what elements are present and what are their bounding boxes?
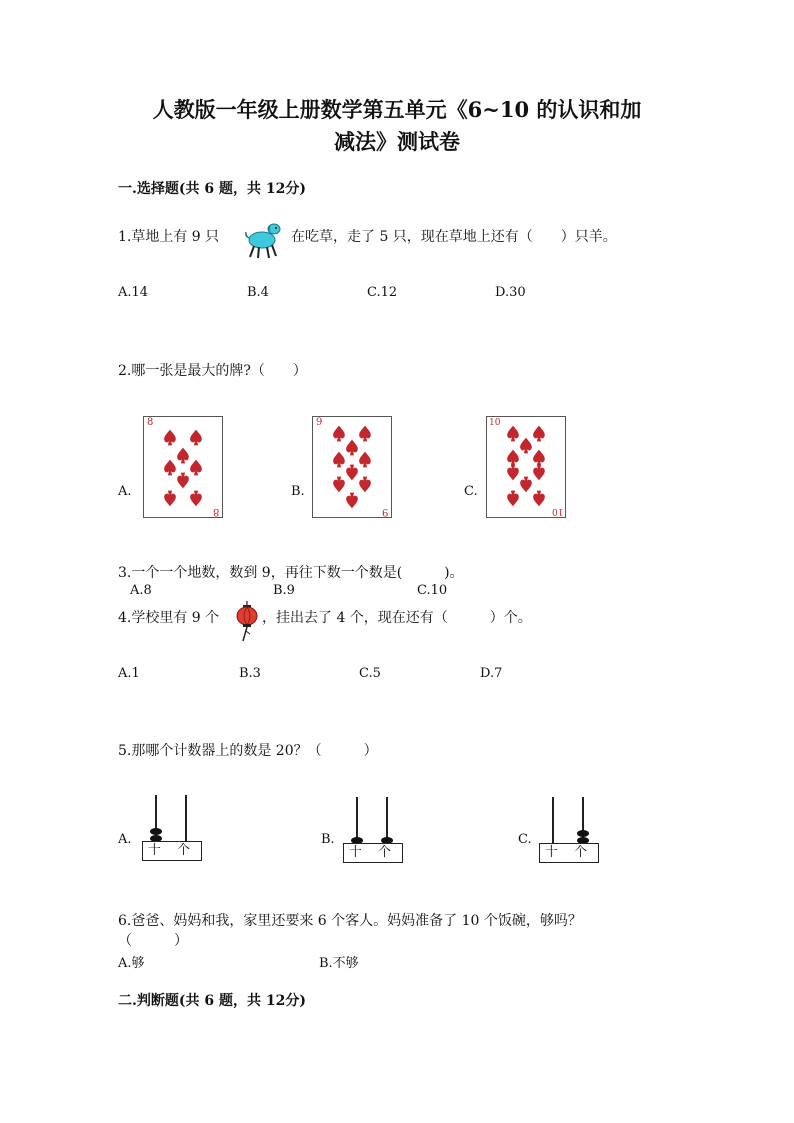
spade-pip — [520, 438, 532, 454]
abacus-counter-b[interactable] — [341, 797, 403, 867]
spade-pip — [346, 493, 358, 509]
tens-rod — [552, 797, 554, 843]
sheep-icon — [240, 220, 288, 260]
section-heading-true-false: 二.判断题(共 6 题，共 12分) — [118, 993, 306, 1009]
q5-option-b-label[interactable]: B. — [321, 832, 335, 847]
ones-beads — [577, 830, 589, 844]
place-value-labels: 十 个 — [539, 843, 599, 863]
spade-pip — [533, 450, 545, 466]
spade-pip — [333, 477, 345, 493]
q4-option-c[interactable]: C.5 — [359, 666, 381, 681]
page-title-line2: 减法》测试卷 — [334, 129, 460, 154]
playing-card-10[interactable] — [486, 416, 566, 518]
abacus-bead — [150, 828, 162, 835]
spade-pip — [359, 426, 371, 442]
q6-option-a[interactable]: A.够 — [118, 956, 145, 971]
q3-option-a[interactable]: A.8 — [130, 583, 152, 598]
place-value-labels: 十 个 — [142, 841, 202, 861]
q6-answer-paren: （ ） — [118, 933, 188, 949]
q2-text: 2.哪一张是最大的牌?（ ） — [118, 363, 307, 379]
q1-text-before: 1.草地上有 9 只 — [118, 229, 220, 245]
q4-option-b[interactable]: B.3 — [239, 666, 261, 681]
spade-pip — [177, 448, 189, 464]
playing-card-9[interactable] — [312, 416, 392, 518]
card-rank-top: 9 — [316, 417, 323, 428]
spade-pip — [346, 465, 358, 481]
q2-option-c-label[interactable]: C. — [464, 484, 478, 499]
abacus-counter-a[interactable] — [140, 795, 202, 865]
spade-pip — [333, 452, 345, 468]
spade-pip — [359, 477, 371, 493]
spade-pip — [520, 477, 532, 493]
place-value-labels: 十 个 — [343, 843, 403, 863]
spade-pip — [346, 440, 358, 456]
abacus-bead — [577, 830, 589, 837]
spade-pips-10 — [487, 417, 565, 517]
q6-text: 6.爸爸、妈妈和我，家里还要来 6 个客人。妈妈准备了 10 个饭碗，够吗？ — [118, 913, 582, 929]
q4-text-after: ，挂出去了 4 个，现在还有（ ）个。 — [262, 610, 532, 626]
lantern-icon — [234, 601, 260, 643]
playing-card-8[interactable] — [143, 416, 223, 518]
card-rank-bottom: 9 — [381, 506, 388, 517]
spade-pip — [190, 460, 202, 476]
section-heading-choice: 一.选择题(共 6 题，共 12分) — [118, 181, 306, 197]
spade-pip — [190, 491, 202, 507]
q4-option-d[interactable]: D.7 — [480, 666, 503, 681]
abacus-counter-c[interactable] — [537, 797, 599, 867]
spade-pip — [533, 426, 545, 442]
q5-option-a-label[interactable]: A. — [118, 832, 132, 847]
ones-rod — [185, 795, 187, 841]
card-rank-bottom: 10 — [551, 506, 563, 516]
q5-text: 5.那哪个计数器上的数是 20？（ ） — [118, 743, 378, 759]
q1-option-c[interactable]: C.12 — [367, 285, 398, 300]
spade-pip — [359, 452, 371, 468]
spade-pip — [190, 430, 202, 446]
card-rank-top: 10 — [489, 418, 501, 428]
spade-pip — [533, 491, 545, 507]
card-rank-top: 8 — [147, 417, 154, 428]
spade-pips-8 — [144, 417, 222, 517]
spade-pip — [164, 491, 176, 507]
spade-pip — [164, 430, 176, 446]
q1-option-a[interactable]: A.14 — [118, 285, 149, 300]
spade-pip — [533, 465, 545, 481]
spade-pip — [177, 473, 189, 489]
q3-option-b[interactable]: B.9 — [273, 583, 295, 598]
page-title-line1: 人教版一年级上册数学第五单元《6~10 的认识和加 — [152, 97, 642, 122]
q2-option-a-label[interactable]: A. — [118, 484, 132, 499]
q2-option-b-label[interactable]: B. — [291, 484, 305, 499]
spade-pip — [507, 465, 519, 481]
tens-beads — [150, 828, 162, 842]
spade-pip — [507, 426, 519, 442]
q4-option-a[interactable]: A.1 — [118, 666, 140, 681]
q1-option-d[interactable]: D.30 — [495, 285, 526, 300]
q1-text-after: 在吃草，走了 5 只，现在草地上还有（ ）只羊。 — [291, 229, 617, 245]
spade-pip — [507, 491, 519, 507]
q3-text: 3.一个一个地数，数到 9，再往下数一个数是( )。 — [118, 565, 464, 581]
spade-pip — [507, 450, 519, 466]
q4-text-before: 4.学校里有 9 个 — [118, 610, 220, 626]
spade-pip — [164, 460, 176, 476]
card-rank-bottom: 8 — [212, 506, 219, 517]
spade-pip — [333, 426, 345, 442]
spade-pips-9 — [313, 417, 391, 517]
q3-option-c[interactable]: C.10 — [417, 583, 448, 598]
q5-option-c-label[interactable]: C. — [518, 832, 532, 847]
q6-option-b[interactable]: B.不够 — [319, 956, 359, 971]
q1-option-b[interactable]: B.4 — [247, 285, 269, 300]
